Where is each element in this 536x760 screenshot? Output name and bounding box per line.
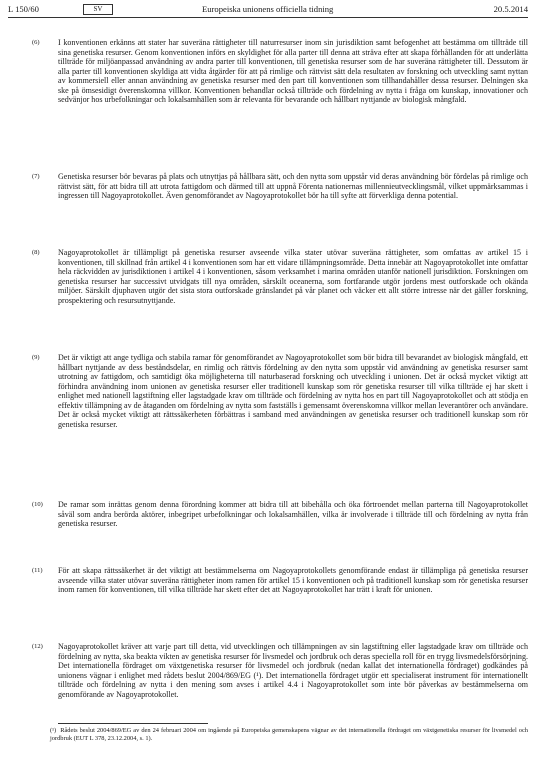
- recital-8: [8, 248, 528, 305]
- footnote: [50, 727, 528, 743]
- language-badge: SV: [83, 4, 113, 15]
- footnote-divider: [58, 723, 208, 724]
- recital-11: [8, 566, 528, 595]
- recital-9: [8, 353, 528, 429]
- recital-text: Det är viktigt att ange tydliga och stabila ramar för genomförandet av Nagoyaprotokollet som bör bidra till bevarandet av biologisk mångfald, ett hållbart nyttjande av dess beståndsdelar, en rimlig och rättvis fördelning av den nytta som uppstår vid användning av genetiska resurser samt utrotning av fattigdom, och samtidigt öka möjligheterna till naturbaserad forskning och utveckling i unionen. Det är också mycket viktigt att förhindra användning inom unionen av genetiska resurser eller traditionell kunskap som rör genetiska resurser till vilka tillträde ej har skett i enlighet med nationell lagstiftning eller lagstadgade krav om tillträde och fördelning av nytta hos en part till Nagoyaprotokollet och att stödja en effektiv tillämpning av de åtaganden om fördelning av nytta som fastställs i gemensamt överenskomna villkor mellan leverantörer och användare. Det är också mycket viktigt att rättssäkerheten förbättras i samband med användningen av genetiska resurser och traditionell kunskap som rör genetiska resurser.: [58, 353, 528, 429]
- footnote-mark: (¹): [50, 727, 57, 734]
- footnote-text: Rådets beslut 2004/869/EG av den 24 februari 2004 om ingående på Europeiska gemenskapens vägnar av det internationella fördraget om växtgenetiska resurser för livsmedel och jordbruk (EUT L 378, 23.12.2004, s. 1).: [50, 727, 528, 742]
- recital-text: I konventionen erkänns att stater har suveräna rättigheter till naturresurser inom sin jurisdiktion samt befogenhet att bestämma om tillträde till sina genetiska resurser. Genom konventionen införs en skyldighet för alla parter till denna att sträva efter att skapa förhållanden för att underlätta tillträde för miljöanpassad användning av andra parter till konventionen, till genetiska resurser som de har suveräna rättigheter till. Dessutom är alla parter till konventionen skyldiga att vidta åtgärder för att på rimlige och rättvist sätt dela resultaten av forskning och utveckling samt nyttan av kommersiell eller annan användning av genetiska resurser med den part till konventionen som tillhandahåller dessa resurser. Delningen ska ske på ömsesidigt överenskomna villkor. Konventionen behandlar också tillträde och fördelning av nytta i fråga om kunskap, innovationer och sedvänjor hos urbefolkningar och lokalsamhällen som är relevanta för bevarande och hållbart nyttjande av biologisk mångfald.: [58, 38, 528, 104]
- recital-text: Nagoyaprotokollet kräver att varje part till detta, vid utvecklingen och tillämpningen av sin lagstiftning eller lagstadgade krav om tillträde och fördelning av nytta, ska beakta vikten av genetiska resurser för livsmedel och jordbruk och deras speciella roll för en trygg livsmedelsförsörjning. Det internationella fördraget om växtgenetiska resurser för livsmedel och jordbruk (nedan kallat det internationella fördraget) godkändes på unionens vägnar i enlighet med rådets beslut 2004/869/EG (¹). Det internationella fördraget utgör ett specialiserat instrument för internationellt tillträde och fördelning av nytta i den mening som avses i artikel 4.4 i Nagoyaprotokollet som inte bör påverkas av bestämmelserna om genomförande av Nagoyaprotokollet.: [58, 642, 528, 699]
- recital-text: Nagoyaprotokollet är tillämpligt på genetiska resurser avseende vilka stater utövar suveräna rättigheter, som omfattas av artikel 15 i konventionen, till skillnad från artikel 4 i konventionen som har ett vidare tillämpningsområde. Detta innebär att Nagoyaprotokollet inte omfattar hela räckvidden av jurisdiktionen i artikel 4 i konventionen, såsom verksamhet i marina områden utanför nationell jurisdiktion. Forskningen om genetiska resurser har successivt utvidgats till nya områden, särskilt oceanerna, som fortfarande utgör jordens mest outforskade och okända miljöer. Särskilt djuphaven utgör det sista stora outforskade gränslandet på vår planet och väcker ett allt större intresse när det gäller forskning, prospektering och resursutnyttjande.: [58, 248, 528, 305]
- recital-12: [8, 642, 528, 699]
- recital-number: (6): [32, 39, 40, 46]
- recital-number: (11): [32, 567, 43, 574]
- recital-number: (12): [32, 643, 43, 650]
- publication-date: 20.5.2014: [493, 4, 528, 14]
- page-reference: L 150/60: [8, 4, 39, 14]
- header-divider: [8, 17, 528, 18]
- recital-7: [8, 172, 528, 201]
- recital-number: (8): [32, 249, 40, 256]
- recital-text: För att skapa rättssäkerhet är det viktigt att bestämmelserna om Nagoyaprotokollets genomförande endast är tillämpliga på genetiska resurser avseende vilka stater utövar suveräna rättigheter inom ramen för artikel 15 i konventionen och på traditionell kunskap som rör genetiska resurser inom ramen för konventionen, till vilka tillträde har skett efter det att Nagoyaprotokollet har trätt i kraft för unionen.: [58, 566, 528, 594]
- journal-title: Europeiska unionens officiella tidning: [202, 4, 334, 14]
- recital-text: De ramar som inrättas genom denna förordning kommer att bidra till att bibehålla och öka förtroendet mellan parterna till Nagoyaprotokollet såväl som andra berörda aktörer, inbegripet urbefolkningar och lokalsamhällen, vilka är involverade i tillträde till och fördelning av nytta från genetiska resurser.: [58, 500, 528, 528]
- recital-text: Genetiska resurser bör bevaras på plats och utnyttjas på hållbara sätt, och den nytta som uppstår vid deras användning bör fördelas på rimlige och rättvist sätt, för att bidra till att utrota fattigdom och därmed till att uppnå Förenta nationernas millennieutvecklingsmål, vilket uppmärksammas i ingressen till Nagoyaprotokollet. Även genomförandet av Nagoyaprotokollet bör ha till syfte att förverkliga denna potential.: [58, 172, 528, 200]
- recital-6: [8, 38, 528, 105]
- page-header: [8, 2, 528, 16]
- recital-number: (9): [32, 354, 40, 361]
- recital-10: [8, 500, 528, 529]
- recital-number: (7): [32, 173, 40, 180]
- recital-number: (10): [32, 501, 43, 508]
